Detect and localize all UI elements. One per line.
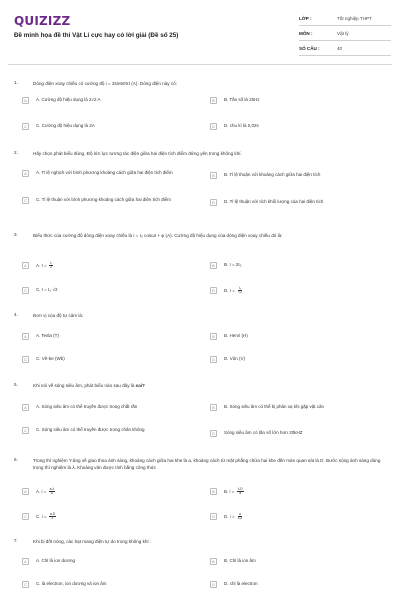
header-divider bbox=[8, 64, 392, 65]
option-c[interactable] bbox=[22, 581, 107, 588]
option-text: B. Henri (H) bbox=[224, 333, 248, 339]
option-b[interactable] bbox=[210, 488, 245, 496]
question-text: Dòng điện xoay chiều có cường độ i = 2sin50πt (A). Dòng điện này có: bbox=[33, 81, 177, 86]
question-number: 6. bbox=[14, 457, 18, 462]
option-letter: D bbox=[210, 287, 217, 294]
option-letter: A bbox=[22, 333, 29, 340]
option-letter: A bbox=[22, 97, 29, 104]
question-text: Trong thí nghiệm Y-âng về giao thoa ánh sáng, khoảng cách giữa hai khe là a, khoảng cách từ mặt phẳng chứa hai khe đến màn quan sát là D. Bước sóng ánh sáng dùng trong thí nghiệm là λ. Khoảng vân được tính bằng công thức bbox=[33, 458, 381, 471]
option-c[interactable] bbox=[22, 513, 57, 521]
meta-label: MÔN : bbox=[299, 30, 313, 36]
question-6 bbox=[14, 457, 391, 471]
question-number: 5. bbox=[14, 382, 18, 387]
option-text: D. Vôn (V) bbox=[224, 356, 246, 362]
exam-meta bbox=[299, 11, 391, 56]
fraction-numerator: I₀ bbox=[238, 286, 242, 290]
option-b[interactable] bbox=[210, 97, 260, 104]
fraction bbox=[49, 262, 53, 270]
question-4 bbox=[14, 312, 391, 319]
fraction-numerator: a.D bbox=[49, 512, 56, 516]
option-letter: D bbox=[210, 199, 217, 206]
meta-value: Vật lý bbox=[337, 30, 349, 36]
option-letter: A bbox=[22, 558, 29, 565]
fraction bbox=[237, 488, 244, 496]
option-d[interactable] bbox=[210, 513, 244, 521]
page-title: Đề minh họa đề thi Vật Lí cực hay có lời giải (Đề số 25) bbox=[14, 32, 179, 39]
question-7 bbox=[14, 538, 391, 545]
option-d[interactable] bbox=[210, 430, 302, 437]
option-d[interactable] bbox=[210, 581, 258, 588]
question-number: 7. bbox=[14, 538, 18, 543]
fraction-denominator: λ bbox=[51, 516, 54, 521]
fraction bbox=[237, 287, 243, 295]
option-text: C. I = I₀ √2 bbox=[36, 287, 58, 293]
option-letter: C bbox=[22, 356, 29, 363]
fraction-denominator: a bbox=[239, 491, 242, 496]
option-text: C. Vê-be (Wb) bbox=[36, 356, 65, 362]
option-text: D. chỉ là electron bbox=[224, 581, 258, 587]
option-text: B. Chỉ là ion âm bbox=[224, 558, 256, 564]
fraction-numerator: I₀ bbox=[49, 261, 53, 265]
option-letter: C bbox=[22, 427, 29, 434]
option-a[interactable] bbox=[22, 170, 200, 177]
option-letter: B bbox=[210, 97, 217, 104]
option-text: C. Sóng siêu âm có thể truyền được trong chân không bbox=[36, 427, 145, 433]
option-letter: B bbox=[210, 172, 217, 179]
option-c[interactable] bbox=[22, 197, 200, 204]
option-letter: B bbox=[210, 488, 217, 495]
option-a[interactable] bbox=[22, 404, 137, 411]
formula-prefix: A. i = bbox=[36, 489, 48, 495]
meta-value: 40 bbox=[337, 45, 343, 51]
option-letter: A bbox=[22, 262, 29, 269]
option-letter: C bbox=[22, 197, 29, 204]
option-letter: B bbox=[210, 404, 217, 411]
option-b[interactable] bbox=[210, 262, 242, 269]
option-a[interactable] bbox=[22, 558, 75, 565]
option-letter: B bbox=[210, 333, 217, 340]
quizizz-logo: QUIZIZZ bbox=[14, 14, 71, 28]
question-1 bbox=[14, 80, 391, 87]
fraction bbox=[49, 488, 56, 496]
option-text: A. Cường độ hiệu dụng là 2√2 A bbox=[36, 97, 101, 103]
option-text: D. Tỉ lệ thuận với tích khối lượng của hai điện tích bbox=[224, 199, 324, 205]
option-b[interactable] bbox=[210, 558, 256, 565]
option-d[interactable] bbox=[210, 199, 323, 206]
formula-prefix: D. i = bbox=[224, 514, 236, 520]
option-formula bbox=[36, 488, 56, 496]
option-letter: A bbox=[22, 170, 29, 177]
option-c[interactable] bbox=[22, 123, 95, 130]
question-number: 1. bbox=[14, 80, 18, 85]
option-d[interactable] bbox=[210, 123, 259, 130]
fraction bbox=[49, 513, 56, 521]
question-text: Hãy chọn phát biểu đúng. Độ lớn lực tương tác điện giữa hai điện tích điểm đứng yên trong không khí. bbox=[33, 151, 242, 156]
option-letter: B bbox=[210, 558, 217, 565]
option-letter: D bbox=[210, 513, 217, 520]
question-5 bbox=[14, 382, 391, 389]
option-text: C. Cường độ hiệu dụng là 2A bbox=[36, 123, 95, 129]
fraction-numerator: λ.D bbox=[237, 487, 243, 491]
option-text: B. I = 2I₀ bbox=[224, 262, 242, 268]
formula-prefix: B. i = bbox=[224, 489, 236, 495]
question-2 bbox=[14, 150, 391, 157]
option-text: A. Tỉ lệ nghịch với bình phương khoảng cách giữa hai điện tích điểm bbox=[36, 170, 173, 176]
option-letter: B bbox=[210, 262, 217, 269]
option-b[interactable] bbox=[210, 172, 320, 179]
option-text: A. Tesla (T) bbox=[36, 333, 59, 339]
meta-row-socau bbox=[299, 41, 391, 56]
option-a[interactable] bbox=[22, 262, 54, 270]
question-text-emphasis: sai? bbox=[135, 383, 145, 388]
option-text: C. là electron, ion dương và ion âm bbox=[36, 581, 107, 587]
option-c[interactable] bbox=[22, 356, 65, 363]
option-formula bbox=[224, 513, 244, 521]
option-c[interactable] bbox=[22, 287, 57, 294]
fraction-denominator: D bbox=[50, 491, 54, 496]
meta-value: Tốt nghiệp THPT bbox=[337, 15, 372, 21]
option-c[interactable] bbox=[22, 427, 200, 434]
option-letter: C bbox=[22, 287, 29, 294]
option-text: B. Tỉ lệ thuận với khoảng cách giữa hai điện tích bbox=[224, 172, 321, 178]
option-b[interactable] bbox=[210, 404, 324, 411]
option-letter: D bbox=[210, 356, 217, 363]
option-b[interactable] bbox=[210, 333, 248, 340]
option-letter: C bbox=[22, 513, 29, 520]
question-3 bbox=[14, 232, 336, 239]
option-text: A. Sóng siêu âm có thể truyền được trong chất rắn bbox=[36, 404, 138, 410]
fraction bbox=[237, 513, 243, 521]
option-a[interactable] bbox=[22, 333, 59, 340]
option-text: B. Sóng siêu âm có thể bị phản xạ khi gặp vật cản bbox=[224, 404, 325, 410]
fraction-denominator: λD bbox=[237, 516, 243, 521]
question-text: Biểu thức của cường độ dòng điện xoay chiều là i = I₀ cosωt + φ (A). Cường độ hiệu dụng của dòng điện xoay chiều đó là: bbox=[33, 233, 283, 238]
question-number: 3. bbox=[14, 232, 18, 237]
option-letter: C bbox=[22, 123, 29, 130]
question-text bbox=[33, 382, 391, 389]
option-letter: D bbox=[210, 430, 217, 437]
option-formula bbox=[36, 262, 54, 270]
option-formula bbox=[224, 287, 244, 295]
option-text: B. Tần số là 25Hz bbox=[224, 97, 260, 103]
fraction-denominator: √2 bbox=[238, 290, 242, 295]
option-formula bbox=[224, 488, 245, 496]
option-letter: A bbox=[22, 488, 29, 495]
option-a[interactable] bbox=[22, 97, 100, 104]
option-letter: C bbox=[22, 581, 29, 588]
option-letter: A bbox=[22, 404, 29, 411]
option-text: A. Chỉ là ion dương bbox=[36, 558, 75, 564]
option-text: C. Tỉ lệ thuận với bình phương khoảng cách giữa hai điện tích điểm bbox=[36, 197, 171, 203]
option-letter: D bbox=[210, 581, 217, 588]
fraction-denominator: 2 bbox=[50, 265, 53, 270]
option-formula bbox=[36, 513, 57, 521]
question-number: 2. bbox=[14, 150, 18, 155]
formula-prefix: C. i = bbox=[36, 514, 48, 520]
option-d[interactable] bbox=[210, 287, 244, 295]
formula-prefix: A. I = bbox=[36, 263, 48, 269]
option-a[interactable] bbox=[22, 488, 56, 496]
formula-prefix: D. I = bbox=[224, 288, 237, 294]
option-text: Sóng siêu âm có tần số lớn hơn 20kHZ bbox=[224, 430, 303, 436]
option-text: D. chu kì là 0,02s bbox=[224, 123, 259, 129]
meta-label: SỐ CÂU : bbox=[299, 45, 320, 51]
meta-label: LỚP : bbox=[299, 15, 312, 21]
meta-row-mon bbox=[299, 26, 391, 41]
question-text: Khi bị đốt nóng, các hạt mang điện tự do trong không khí : bbox=[33, 539, 152, 544]
option-d[interactable] bbox=[210, 356, 245, 363]
meta-row-lop bbox=[299, 11, 391, 26]
question-number: 4. bbox=[14, 312, 18, 317]
question-text: Đơn vị của độ tự cảm là: bbox=[33, 313, 84, 318]
fraction-numerator: a.λ bbox=[49, 487, 55, 491]
question-text-main: Khi nói về sóng siêu âm, phát biểu nào sau đây là bbox=[33, 383, 136, 388]
fraction-numerator: a bbox=[239, 512, 241, 516]
option-letter: D bbox=[210, 123, 217, 130]
